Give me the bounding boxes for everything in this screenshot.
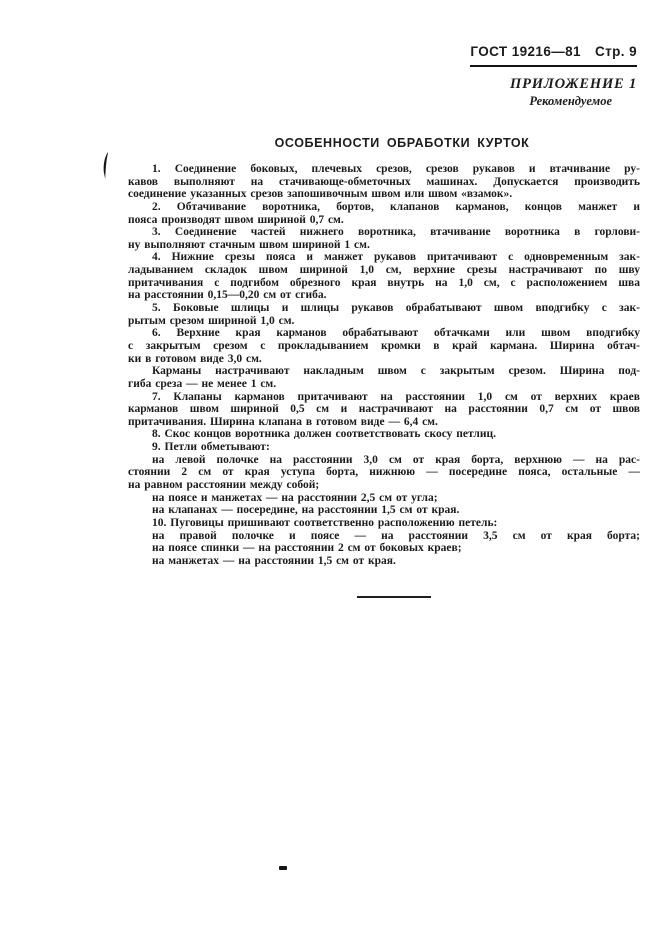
text-line: карманов швом шириной 0,5 см и настрачивают на расстоянии 0,7 см от швов: [128, 403, 640, 416]
text-line: кавов выполняют на стачивающе-обметочных машинах. Допускается производить: [128, 175, 640, 188]
text-line: гиба среза — не менее 1 см.: [128, 377, 277, 390]
text-line: на расстоянии 0,15—0,20 см от сгиба.: [128, 289, 327, 302]
text-line: 3. Соединение частей нижнего воротника, втачивание воротника в горлови-: [152, 226, 640, 239]
text-line: на поясе спинки — на расстоянии 2 см от боковых краев;: [152, 542, 462, 555]
annex-title: ПРИЛОЖЕНИЕ 1: [510, 76, 637, 92]
text-line: 4. Нижние срезы пояса и манжет рукавов притачивают с одновременным зак-: [152, 251, 640, 264]
text-line: пояса производят швом шириной 0,7 см.: [128, 213, 344, 226]
body-text: [128, 163, 640, 568]
text-line: Карманы настрачивают накладным швом с закрытым срезом. Ширина под-: [152, 365, 640, 378]
text-line: на манжетах — на расстоянии 1,5 см от края.: [152, 554, 396, 567]
text-line: ладыванием складок швом шириной 1,0 см, верхние срезы настрачивают по шву: [128, 264, 640, 277]
text-line: на поясе и манжетах — на расстоянии 2,5 см от угла;: [152, 491, 438, 504]
text-line: 10. Пуговицы пришивают соответственно расположению петель:: [152, 516, 498, 529]
text-line: на левой полочке на расстоянии 3,0 см от края борта, верхнюю — на рас-: [152, 453, 640, 466]
text-line: с закрытым срезом с прокладыванием кромки в край кармана. Ширина обтач-: [128, 339, 640, 352]
text-line: на правой полочке и поясе — на расстоянии 3,5 см от края борта;: [152, 529, 640, 542]
page-number: Стр. 9: [594, 44, 637, 59]
stray-scan-mark: [279, 866, 287, 870]
text-line: 5. Боковые шлицы и шлицы рукавов обрабатывают швом вподгибку с зак-: [152, 302, 640, 315]
text-line: 2. Обтачивание воротника, бортов, клапанов карманов, концов манжет и: [152, 200, 640, 213]
text-line: 8. Скос концов воротника должен соответствовать скосу петлиц.: [152, 428, 496, 441]
text-line: притачивания с подгибом обрезного края внутрь на 1,0 см, с расположением шва: [128, 276, 640, 289]
handwritten-ink-mark: [101, 152, 109, 180]
text-line: притачивания. Ширина клапана в готовом виде — 6,4 см.: [128, 415, 438, 428]
text-line: 9. Петли обметывают:: [152, 441, 270, 454]
text-line: ну выполняют стачным швом шириной 1 см.: [128, 238, 370, 251]
text-line: 1. Соединение боковых, плечевых срезов, срезов рукавов и втачивание ру-: [152, 163, 640, 175]
text-line: соединение указанных срезов запошивочным швом или швом «взамок».: [128, 188, 513, 201]
page-header: [470, 44, 637, 67]
section-title: ОСОБЕННОСТИ ОБРАБОТКИ КУРТОК: [274, 136, 530, 150]
text-line: рытым срезом шириной 1,0 см.: [128, 314, 295, 327]
end-divider: [357, 596, 431, 598]
text-line: 7. Клапаны карманов притачивают на расстоянии 1,0 см от верхних краев: [152, 390, 640, 403]
text-line: ки в готовом виде 3,0 см.: [128, 352, 262, 365]
text-line: на клапанах — посередине, на расстоянии 1,5 см от края.: [152, 504, 460, 517]
text-line: на равном расстоянии между собой;: [128, 479, 320, 492]
text-line: стоянии 2 см от края уступа борта, нижнюю — посередине пояса, остальные —: [128, 466, 640, 479]
doc-number: ГОСТ 19216—81: [470, 44, 581, 59]
annex-subtitle: Рекомендуемое: [529, 94, 612, 108]
text-line: 6. Верхние края карманов обрабатывают обтачками или швом вподгибку: [152, 327, 640, 340]
ink-stroke-icon: [101, 152, 109, 180]
